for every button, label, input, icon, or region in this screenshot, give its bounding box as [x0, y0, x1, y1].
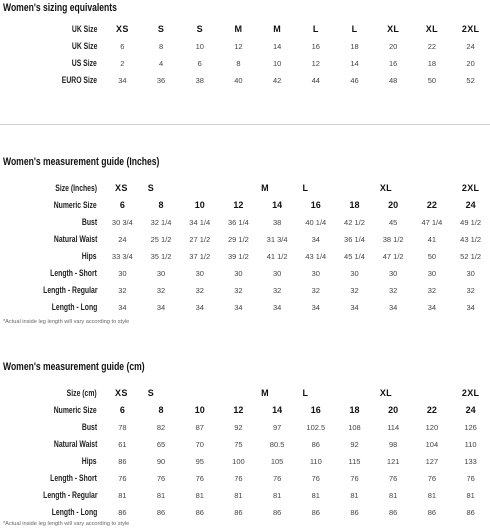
table-row	[0, 55, 490, 72]
table-cell: 86	[272, 508, 282, 517]
row-label-text: Length - Short	[50, 268, 98, 279]
row-label-text: UK Size	[71, 24, 98, 35]
table-cell: 45 1/4	[344, 252, 365, 261]
row-label-text: Hips	[82, 251, 98, 262]
size-header-row	[0, 180, 490, 197]
row-label	[0, 487, 103, 504]
size-cell: M	[261, 183, 269, 193]
table-cell: 6	[119, 200, 125, 210]
table-cell: 76	[350, 474, 359, 483]
row-label-text: Bust	[81, 422, 98, 433]
table-cell: 78	[118, 423, 127, 432]
cm-note: *Actual inside leg length will vary according to style	[3, 521, 130, 527]
table-cell: 34	[350, 303, 359, 312]
cm-title: Women's measurement guide (cm)	[3, 361, 145, 373]
row-label-text: Length - Short	[50, 473, 98, 484]
row-label-text: Length - Regular	[42, 285, 98, 296]
table-cell: 30	[427, 269, 437, 278]
table-cell: 20	[388, 405, 399, 415]
row-label-text: Length - Regular	[42, 490, 98, 501]
table-cell: 12	[233, 405, 244, 415]
table-cell: 34	[156, 303, 166, 312]
table-cell: 44	[311, 76, 320, 85]
row-label	[0, 470, 103, 487]
table-cell: 48	[389, 76, 398, 85]
table-cell: 108	[348, 423, 361, 432]
table-cell: 14	[272, 405, 283, 415]
inches-title: Women's measurement guide (Inches)	[3, 156, 160, 168]
table-cell: 18	[349, 405, 360, 415]
table-cell: 76	[195, 474, 204, 483]
table-cell: 121	[386, 457, 400, 466]
table-cell: 36	[156, 76, 166, 85]
row-label	[0, 248, 103, 265]
table-cell: 86	[466, 508, 475, 517]
table-cell: 81	[389, 491, 398, 500]
table-cell: 114	[387, 423, 400, 432]
divider-1	[0, 124, 490, 125]
row-label-text: Size (cm)	[66, 388, 98, 399]
table-cell: 70	[195, 440, 204, 449]
table-cell: 32	[118, 286, 127, 295]
table-cell: 14	[272, 200, 283, 210]
table-cell: 42 1/2	[344, 218, 365, 227]
table-cell: 98	[389, 440, 398, 449]
table-cell: 30	[272, 269, 282, 278]
table-cell: XS	[116, 24, 129, 34]
row-label-text: Numeric Size	[54, 405, 98, 416]
size-cell: L	[302, 183, 309, 193]
table-cell: 32	[311, 286, 320, 295]
table-cell: 10	[194, 200, 205, 210]
row-label	[0, 197, 103, 214]
table-cell: 102.5	[306, 423, 326, 432]
table-row	[0, 231, 490, 248]
table-cell: 86	[118, 457, 127, 466]
table-cell: 47 1/4	[421, 218, 443, 227]
table-cell: 34	[466, 303, 475, 312]
table-cell: 76	[234, 474, 243, 483]
table-cell: 86	[427, 508, 437, 517]
table-cell: 10	[194, 405, 205, 415]
table-cell: 86	[311, 440, 320, 449]
table-cell: 34	[311, 303, 320, 312]
table-cell: 16	[389, 59, 398, 68]
row-label	[0, 231, 103, 248]
table-cell: 35 1/2	[150, 252, 172, 261]
size-cell: XS	[115, 183, 128, 193]
row-label	[0, 214, 103, 231]
table-cell: 50	[427, 252, 437, 261]
row-label	[0, 402, 103, 419]
table-cell: 18	[427, 59, 437, 68]
table-cell: 81	[311, 491, 320, 500]
row-label	[0, 38, 103, 55]
row-label-text: Numeric Size	[54, 200, 98, 211]
table-cell: 61	[118, 440, 127, 449]
table-cell: 34	[118, 303, 127, 312]
table-cell: 92	[350, 440, 359, 449]
row-label-text: Natural Waist	[53, 234, 98, 245]
table-cell: 4	[158, 59, 164, 68]
table-cell: 12	[234, 42, 243, 51]
row-label-text: Natural Waist	[53, 439, 98, 450]
table-cell: 46	[350, 76, 359, 85]
table-cell: 110	[309, 457, 322, 466]
table-cell: 90	[156, 457, 166, 466]
table-cell: 86	[156, 508, 166, 517]
table-cell: 82	[156, 423, 166, 432]
table-cell: 32	[427, 286, 437, 295]
table-cell: 81	[350, 491, 359, 500]
table-cell: 32	[350, 286, 359, 295]
table-cell: 81	[195, 491, 204, 500]
size-cell: XL	[379, 183, 392, 193]
table-cell: 34	[234, 303, 243, 312]
inches-note: *Actual inside leg length will vary according to style	[3, 319, 130, 325]
row-label-text: US Size	[71, 58, 98, 69]
table-cell: 34	[389, 303, 398, 312]
row-label	[0, 282, 103, 299]
table-cell: 120	[425, 423, 439, 432]
table-cell: S	[196, 24, 203, 34]
table-cell: 127	[425, 457, 439, 466]
table-cell: 76	[466, 474, 475, 483]
table-cell: 43 1/4	[305, 252, 327, 261]
table-cell: 32	[156, 286, 166, 295]
table-cell: 81	[427, 491, 437, 500]
table-cell: 37 1/2	[189, 252, 211, 261]
table-cell: 40	[234, 76, 243, 85]
row-label	[0, 55, 103, 72]
table-cell: 105	[270, 457, 284, 466]
table-cell: 92	[234, 423, 243, 432]
table-cell: 39 1/2	[227, 252, 249, 261]
table-cell: 32	[389, 286, 398, 295]
table-cell: 126	[464, 423, 477, 432]
size-cell: XL	[379, 388, 392, 398]
table-row	[0, 21, 490, 38]
row-label	[0, 265, 103, 282]
size-header-row	[0, 385, 490, 402]
table-cell: 38	[272, 218, 282, 227]
size-cell: XS	[115, 388, 128, 398]
table-cell: 22	[426, 200, 437, 210]
table-cell: 65	[156, 440, 166, 449]
table-cell: 8	[236, 59, 241, 68]
row-label-text: UK Size	[71, 41, 98, 52]
table-row	[0, 282, 490, 299]
table-cell: 24	[465, 200, 476, 210]
inches-table	[0, 180, 490, 316]
table-cell: 16	[310, 200, 321, 210]
table-cell: 38	[195, 76, 204, 85]
table-row	[0, 436, 490, 453]
table-cell: 97	[272, 423, 282, 432]
table-cell: 14	[350, 59, 359, 68]
table-cell: 95	[195, 457, 204, 466]
table-cell: L	[312, 24, 319, 34]
table-cell: 42	[272, 76, 282, 85]
table-cell: 32	[466, 286, 475, 295]
size-cell: S	[147, 183, 155, 193]
table-cell: 104	[425, 440, 439, 449]
size-cell: L	[302, 388, 309, 398]
table-cell: 8	[158, 405, 164, 415]
row-label-text: Size (Inches)	[55, 183, 98, 194]
table-cell: 30	[118, 269, 127, 278]
table-cell: 24	[466, 42, 475, 51]
table-cell: 32	[234, 286, 243, 295]
sizing-table	[0, 21, 490, 89]
table-cell: 115	[348, 457, 361, 466]
table-cell: 14	[272, 42, 282, 51]
row-label	[0, 72, 103, 89]
table-row	[0, 248, 490, 265]
table-row	[0, 504, 490, 521]
table-cell: 34	[272, 303, 282, 312]
table-cell: 86	[311, 508, 320, 517]
table-cell: 80.5	[269, 440, 285, 449]
table-cell: 12	[311, 59, 320, 68]
table-cell: 86	[118, 508, 127, 517]
table-cell: 36 1/4	[227, 218, 249, 227]
table-cell: 87	[195, 423, 204, 432]
table-cell: 49 1/2	[460, 218, 482, 227]
row-label	[0, 504, 103, 521]
table-cell: 86	[195, 508, 204, 517]
table-cell: 100	[232, 457, 245, 466]
table-cell: 86	[389, 508, 398, 517]
table-cell: 40 1/4	[305, 218, 327, 227]
table-cell: 20	[389, 42, 398, 51]
table-cell: 16	[310, 405, 321, 415]
table-cell: 24	[465, 405, 476, 415]
table-cell: 10	[272, 59, 282, 68]
table-cell: XL	[425, 24, 438, 34]
row-label	[0, 180, 103, 197]
table-cell: 110	[464, 440, 477, 449]
size-cell: S	[147, 388, 155, 398]
table-cell: 76	[118, 474, 127, 483]
table-cell: L	[351, 24, 358, 34]
row-label-text: Bust	[81, 217, 98, 228]
table-cell: 30	[156, 269, 166, 278]
table-cell: 6	[197, 59, 202, 68]
size-cell: 2XL	[461, 388, 480, 398]
table-cell: 22	[426, 405, 437, 415]
table-cell: 27 1/2	[189, 235, 211, 244]
table-cell: 30	[350, 269, 359, 278]
table-cell: 50	[427, 76, 437, 85]
row-label-text: EURO Size	[61, 75, 98, 86]
table-cell: 30 3/4	[111, 218, 133, 227]
table-cell: 6	[120, 42, 125, 51]
table-cell: 32	[195, 286, 204, 295]
row-label-text: Hips	[82, 456, 98, 467]
table-cell: 2XL	[461, 24, 480, 34]
table-cell: 81	[234, 491, 243, 500]
table-cell: 43 1/2	[460, 235, 482, 244]
table-cell: 30	[195, 269, 204, 278]
table-cell: XL	[387, 24, 400, 34]
table-cell: 76	[272, 474, 282, 483]
table-cell: 8	[158, 42, 164, 51]
row-label-text: Length - Long	[51, 507, 98, 518]
table-cell: 38 1/2	[382, 235, 404, 244]
table-row	[0, 299, 490, 316]
table-cell: 34	[427, 303, 437, 312]
row-label	[0, 419, 103, 436]
table-cell: 86	[350, 508, 359, 517]
table-cell: 34	[118, 76, 127, 85]
table-cell: 22	[427, 42, 437, 51]
table-row	[0, 470, 490, 487]
table-row	[0, 214, 490, 231]
table-cell: 10	[195, 42, 204, 51]
table-cell: 81	[466, 491, 475, 500]
table-cell: 20	[466, 59, 475, 68]
table-cell: 33 3/4	[111, 252, 133, 261]
table-row	[0, 402, 490, 419]
table-cell: 81	[156, 491, 166, 500]
row-label	[0, 21, 103, 38]
row-label	[0, 385, 103, 402]
table-cell: 76	[427, 474, 437, 483]
table-cell: 24	[118, 235, 127, 244]
table-cell: 32	[272, 286, 282, 295]
table-row	[0, 72, 490, 89]
table-row	[0, 38, 490, 55]
table-cell: 30	[234, 269, 243, 278]
size-cell: M	[261, 388, 269, 398]
table-cell: 12	[233, 200, 244, 210]
table-cell: S	[157, 24, 165, 34]
table-cell: 76	[311, 474, 320, 483]
table-cell: 47 1/2	[382, 252, 404, 261]
table-cell: 31 3/4	[266, 235, 288, 244]
table-cell: 34	[195, 303, 204, 312]
table-cell: M	[234, 24, 243, 34]
table-cell: 45	[389, 218, 398, 227]
row-label-text: Length - Long	[51, 302, 98, 313]
table-cell: 30	[389, 269, 398, 278]
table-row	[0, 197, 490, 214]
table-row	[0, 265, 490, 282]
table-cell: 34	[311, 235, 320, 244]
table-cell: 30	[311, 269, 320, 278]
row-label	[0, 453, 103, 470]
table-cell: 32 1/4	[150, 218, 172, 227]
table-cell: 6	[119, 405, 125, 415]
table-cell: 30	[466, 269, 475, 278]
table-cell: 76	[389, 474, 398, 483]
table-cell: 86	[234, 508, 243, 517]
size-cell: 2XL	[461, 183, 480, 193]
cm-table	[0, 385, 490, 521]
table-cell: 81	[272, 491, 282, 500]
table-cell: 18	[350, 42, 359, 51]
table-cell: 36 1/4	[344, 235, 365, 244]
table-cell: M	[273, 24, 282, 34]
table-cell: 52 1/2	[460, 252, 482, 261]
table-cell: 41 1/2	[266, 252, 288, 261]
table-cell: 16	[311, 42, 320, 51]
table-cell: 18	[349, 200, 360, 210]
table-cell: 133	[464, 457, 477, 466]
table-cell: 25 1/2	[150, 235, 172, 244]
table-row	[0, 419, 490, 436]
table-cell: 20	[388, 200, 399, 210]
row-label	[0, 299, 103, 316]
sizing-title: Women's sizing equivalents	[3, 2, 117, 14]
table-row	[0, 487, 490, 504]
row-label	[0, 436, 103, 453]
table-cell: 2	[120, 59, 125, 68]
table-cell: 41	[427, 235, 437, 244]
table-cell: 34 1/4	[189, 218, 211, 227]
table-cell: 8	[158, 200, 164, 210]
table-cell: 75	[234, 440, 243, 449]
table-cell: 52	[466, 76, 475, 85]
table-cell: 76	[156, 474, 166, 483]
table-row	[0, 453, 490, 470]
table-cell: 29 1/2	[227, 235, 249, 244]
table-cell: 81	[118, 491, 127, 500]
